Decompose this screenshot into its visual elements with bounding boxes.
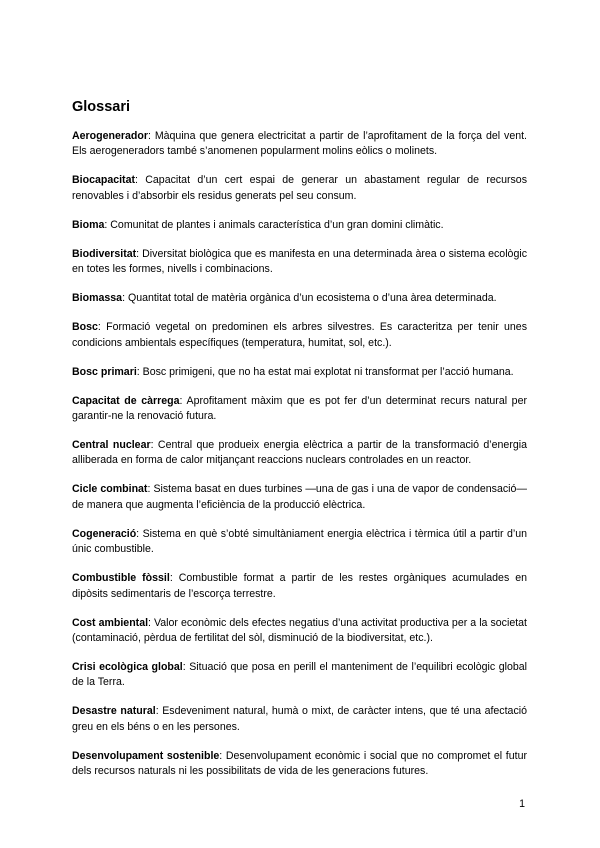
glossary-definition: : Quantitat total de matèria orgànica d’un ecosistema o d’una àrea determinada. [122,292,497,305]
glossary-entry [72,482,527,513]
glossary-definition: : Comunitat de plantes i animals característica d’un gran domini climàtic. [104,218,444,231]
glossary-entry [72,571,527,602]
glossary-term: Capacitat de càrrega [72,394,180,407]
glossary-term: Biomassa [72,292,123,305]
glossary-term: Desastre natural [72,705,156,718]
glossary-term: Cost ambiental [72,616,149,629]
glossary-term: Bioma [72,218,105,231]
glossary-term: Central nuclear [72,439,151,452]
glossary-entry [72,320,527,351]
glossary-term: Crisi ecològica global [72,661,183,674]
glossary-entry [72,704,527,735]
glossary-entry [72,365,527,380]
glossary-definition: : Aprofitament màxim que es pot fer d’un determinat recurs natural per garantir-ne la renovació futura. [72,394,527,423]
glossary-definition: : Combustible format a partir de les restes orgàniques acumulades en dipòsits sedimentaris de l’escorça terrestre. [72,572,528,600]
glossary-definition: : Esdeveniment natural, humà o mixt, de caràcter intens, que té una afectació greu en els béns o en les persones. [72,705,527,733]
glossary-entry [72,394,527,425]
glossary-term: Cicle combinat [72,483,148,496]
glossary-definition: : Capacitat d’un cert espai de generar un abastament regular de recursos renovables i d’absorbir els residus generats pel seu consum. [72,174,527,202]
glossary-entry [72,247,527,278]
glossary-definition: : Central que produeix energia elèctrica a partir de la transformació d’energia alliberada en forma de calor mitjançant reaccions nuclears controlades en un reactor. [72,439,527,467]
glossary-entry [72,616,527,647]
page-number: 1 [519,798,525,810]
glossary-entry [72,129,527,160]
glossary-term: Bosc primari [72,365,137,378]
glossary-entry [72,173,527,204]
glossary-definition: : Desenvolupament econòmic i social que no compromet el futur dels recursos naturals ni les possibilitats de vida de les generacions futures. [72,749,527,778]
glossary-term: Biodiversitat [72,247,137,260]
glossary-term: Combustible fòssil [72,572,170,585]
glossary-definition: : Valor econòmic dels efectes negatius d’una activitat productiva per a la societat (contaminació, pèrdua de fertilitat del sòl, disminució de la biodiversitat, etc.). [72,616,527,645]
glossary-definition: : Sistema basat en dues turbines —una de gas i una de vapor de condensació— de manera que augmenta l’eficiència de la producció elèctrica. [72,483,527,511]
page-title: Glossari [72,99,131,115]
glossary-entry [72,660,527,691]
glossary-entry [72,291,527,306]
glossary-entry [72,438,527,469]
glossary-entry [72,527,527,558]
glossary-definition: : Situació que posa en perill el manteniment de l’equilibri ecològic global de la Terra. [72,661,527,689]
glossary-definition: : Diversitat biològica que es manifesta en una determinada àrea o sistema ecològic en totes les formes, nivells i combinacions. [72,247,527,276]
glossary-entry [72,218,527,233]
glossary-term: Cogeneració [72,527,137,540]
glossary-term: Biocapacitat [72,174,135,187]
glossary-definition: : Formació vegetal on predominen els arbres silvestres. Es caracteritza per tenir unes condicions ambientals específiques (temperatura, humitat, sol, etc.). [72,321,527,349]
glossary-definition: : Màquina que genera electricitat a partir de l’aprofitament de la força del vent. Els aerogeneradors també s’anomenen popularment molins eòlics o molinets. [72,130,527,158]
glossary-entry [72,749,527,780]
glossary-list [72,129,527,793]
glossary-term: Bosc [72,321,98,334]
glossary-definition: : Bosc primigeni, que no ha estat mai explotat ni transformat per l’acció humana. [136,365,514,378]
glossary-term: Desenvolupament sostenible [72,749,220,762]
glossary-term: Aerogenerador [72,130,148,142]
glossary-definition: : Sistema en què s’obté simultàniament energia elèctrica i tèrmica útil a partir d’un únic combustible. [72,527,527,556]
